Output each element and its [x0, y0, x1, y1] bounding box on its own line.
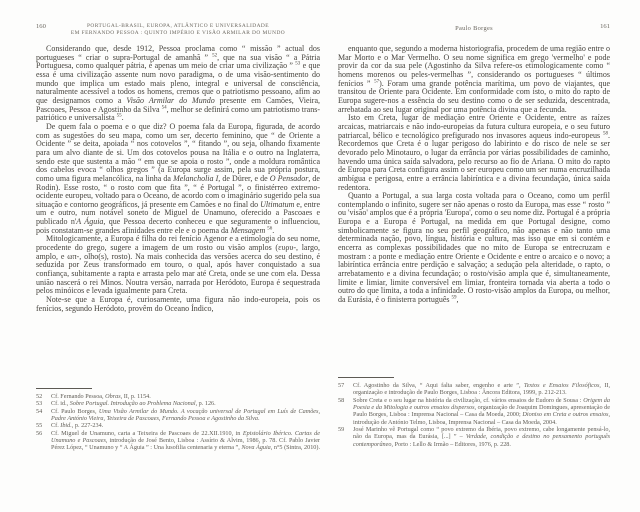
- footnote-text: Cf. Agostinho da Silva, “ Aqui falta saber, engenho e arte ”, Textos e Ensaios Filosóficos, II, organização e introdução de Paulo Borges, Lisboa : Âncora Editora, 1999, p. 212-213.: [353, 382, 610, 397]
- footnote: [338, 426, 610, 448]
- left-page: [36, 0, 320, 512]
- footnote: [36, 430, 320, 452]
- body-text-left: [36, 45, 320, 386]
- footnote-text: Cf. id., Sobre Portugal. Introdução ao Problema Nacional, p. 126.: [51, 400, 216, 408]
- footnote-number: 54: [36, 407, 43, 415]
- paragraph: Isto em Creta, lugar de mediação entre Oriente e Ocidente, entre as raízes arcaicas, matriarcais e não indo-europeias da futura cultura europeia, e o seu futuro patriarcal, bélico e tecnológico prefigurado nos invasores aqueus indo-europeus $^{58}$. Recordemos que Creta é o lugar perigoso do labirinto e do risco de nele se ser devorado pelo Minotauro, o lugar da errância por várias possibilidades de caminho, havendo uma única saída salvadora, pelo recurso ao fio de Ariana. O mito do rapto de Europa para Creta configura assim o ser europeu como um ser numa encruzilhada ambígua e perigosa, entre a errância labiríntica e a divina fecundação, única saída redentora.: [338, 113, 610, 192]
- body-text-right: [338, 45, 610, 375]
- footnote-text: Cf. Paulo Borges, Uma Visão Armilar do Mundo. A vocação universal de Portugal em Luís de Camões, Padre António Vieira, Teixeira de Pascoaes, Fernando Pessoa e Agostinho da Silva.: [51, 407, 321, 423]
- footnote-rule-right: [338, 377, 394, 378]
- footnote-number: 58: [338, 396, 345, 404]
- running-head-line1: PORTUGAL-BRASIL, EUROPA, ATLÂNTICO E UNIVERSALIDADE: [86, 23, 270, 29]
- footnote-text: Cf. Ibid., p. 227-234.: [51, 422, 104, 430]
- paragraph: Note-se que a Europa é, curiosamente, uma figura não indo-europeia, pois os fenícios, segundo Heródoto, provêm do Oceano Índico,: [36, 295, 320, 313]
- running-head-right: [338, 23, 610, 43]
- paragraph: Quanto a Portugal, a sua larga costa voltada para o Oceano, como um perfil contemplando o infinito, sugere ser não apenas o rosto da Europa, mas esse “ rosto ” ou 'visão' amplos que é a própria 'Europa', como o seu nome diz. Portugal é a própria Europa e a Europa é Portugal, na medida em que Portugal designe, como simbolicamente se figura no seu perfil geográfico, não apenas e não tanto uma determinada nação, povo, língua, história e cultura, mas isso que em si contém e encerra as complexas possibilidades que no mito de Europa se entrecruzam e mostram : a ponte e mediação entre Oriente e Ocidente e entre o arcaico e o novo; a labiríntica errância entre perdição e salvação; a sedução pela alteridade, o rapto, o arrebatamento e a divina fecundação; o rosto/visão ampla que é, simultaneamente, limite e limiar, limite conversível em limiar, fronteira tornada via aberta a todo o outro do que limita, a toda a infinidade. O rosto-visão amplos da Europa, ou melhor, da Eurásia, é o finisterra português $^{59}$,: [338, 191, 610, 305]
- footnote-number: 59: [338, 426, 345, 434]
- footnote-number: 56: [36, 429, 43, 437]
- page-number-right: 161: [600, 23, 610, 30]
- footnote-text: Cf. Fernando Pessoa, Obras, II, p. 1154.: [51, 393, 151, 400]
- footnote: [338, 382, 610, 397]
- paragraph: enquanto que, segundo a moderna historiografia, procedem de uma região entre o Mar Morto e o Mar Vermelho. O seu nome significa em grego 'vermelho' e pode provir da cor da sua pele (Agostinho da Silva refere-os etimologicamente como “ homens morenos ou peles-vermelhas ”, considerando os portugueses “ últimos fenícios ” $^{57}$). Foram uma grande potência marítima, um povo de viajantes, que transitou de Oriente para Ocidente. Em conformidade com isto, o mito do rapto de Europa sugere-nos a essência do seu destino como o de ser seduzida, descentrada, arrebatada ao seu lugar original por uma potência divina que a fecunda.: [338, 45, 610, 114]
- footnote-text: Cf. Miguel de Unamuno, carta a Teixeira de Pascoaes de 22.XII.1910, in Epistolário Ibérico. Cartas de Unamuno e Pascoaes, introdução de José Bento, Lisboa : Assírio & Alvim, 1986, p. 78. Cf. Pablo Javier Pérez López, “ Unamuno y “ A Águia ” : Una lusofilia centenaria y eterna ”, Nova Águia, n°5 (Sintra, 2010).: [51, 429, 321, 452]
- footnotes-right: [338, 382, 610, 448]
- footnote-number: 53: [36, 400, 43, 408]
- footnote-number: 57: [338, 382, 345, 389]
- paragraph: Considerando que, desde 1912, Pessoa proclama como “ missão ” actual dos portugueses “ criar o supra-Portugal de amanhã ” $^{52}$, que na sua visão “ a Pátria Portuguesa, como qualquer pátria, é apenas um meio de criar uma civilização ” $^{53}$ e que essa é uma civilização assente num novo paradigma, o de uma visão-sentimento do mundo que implica um estado mais pleno, integral e universal de consciência, naturalmente acessível a todos os homens, cremos que o patriotismo pessoano, afim ao que designamos como a Visão Armilar do Mundo presente em Camões, Vieira, Pascoaes, Pessoa e Agostinho da Silva $^{54}$, melhor se definirá como um patriotismo trans-patriótico e universalista $^{55}$.: [36, 45, 320, 123]
- footnote: [36, 400, 320, 407]
- footnote-text: Sobre Creta e o seu lugar na história da civilização, cf. vários ensaios de Eudoro de Sousa : Origem da Poesia e da Mitologia e outros ensaios dispersos, organização de Joaquim Domingues, apresentação de Paulo Borges, Lisboa : Imprensa Nacional – Casa da Moeda, 2000; Dioniso em Creta e outros ensaios, introdução de António Telmo, Lisboa, Imprensa Nacional – Casa da Moeda, 2004.: [353, 396, 611, 426]
- page-number-left: 160: [36, 23, 46, 30]
- paragraph: De quem fala o poema e o que diz? O poema fala da Europa, figurada, de acordo com as sugestões do seu mapa, como um ser, decerto feminino, que “ de Oriente a Ocidente ” se deita, apoiada “ nos cotovelos ”, “ fitando ”, ou seja, olhando fixamente para um alvo diante de si. Um dos cotovelos pousa na Itália e o outro na Inglaterra, sendo este que sustenta a mão “ em que se apoia o rosto ”, onde a moldura romântica dos cabelos evoca “ olhos gregos ” (a Europa surge assim, pela sua própria postura, como uma figura melancólica, na linha da Melancholia I, de Dürer, e de O Pensador, de Rodin). Esse rosto, “ o rosto com que fita ”, “ é Portugal ”, o finistérreo extremo-ocidente europeu, voltado para o Oceano, de acordo com o imaginário sugerido pela sua situação e contorno geográficos, já presente em Camões e no final do Ultimatum e, entre um e outro, num notável soneto de Miguel de Unamuno, oferecido a Pascoaes e publicado n'A Águia, que Pessoa decerto conheceu e que seguramente o influenciou, pois constatam-se grandes afinidades entre ele e o poema da Mensagem $^{56}$.: [36, 121, 320, 235]
- paragraph: Mitologicamente, a Europa é filha do rei fenício Agenor e a etimologia do seu nome, procedente do grego, sugere a imagem de um rosto ou visão amplos (ευρυ-, largo, amplo, e ωπ-, olho(s), rosto). Na mais conhecida das versões acerca do seu destino, é seduzida por Zeus transformado em touro, o qual, após haver conquistado a sua confiança, subitamente a rapta e arrasta pelo mar até Creta, onde se une com ela. Dessa união nascerá o rei Minos. Noutra versão, narrada por Heródoto, Europa é sequestrada pelos minóicos e levada igualmente para Creta.: [36, 234, 320, 296]
- footnotes-left: [36, 393, 320, 452]
- footnote-rule-left: [36, 388, 92, 389]
- running-head-title: [36, 23, 320, 37]
- footnote: [338, 397, 610, 426]
- running-head-line2: EM FERNANDO PESSOA : QUINTO IMPÉRIO E VISÃO ARMILAR DO MUNDO: [70, 30, 286, 37]
- right-page: [338, 0, 610, 512]
- footnote: [36, 393, 320, 400]
- footnote: [36, 422, 320, 429]
- footnote-text: José Marinho vê Portugal como “ povo extremo da Ibéria, povo extremo, cabe longamente pensá-lo, não da Europa, mas da Eurásia, [...] ” – Verdade, condição e destino no pensamento português contemporâneo, Porto : Lello & Irmão – Editores, 1976, p. 228.: [353, 426, 610, 448]
- running-head-left: [36, 23, 320, 43]
- footnote-number: 55: [36, 422, 43, 430]
- footnote-number: 52: [36, 393, 43, 400]
- footnote: [36, 408, 320, 423]
- running-head-author: Paulo Borges: [455, 25, 493, 32]
